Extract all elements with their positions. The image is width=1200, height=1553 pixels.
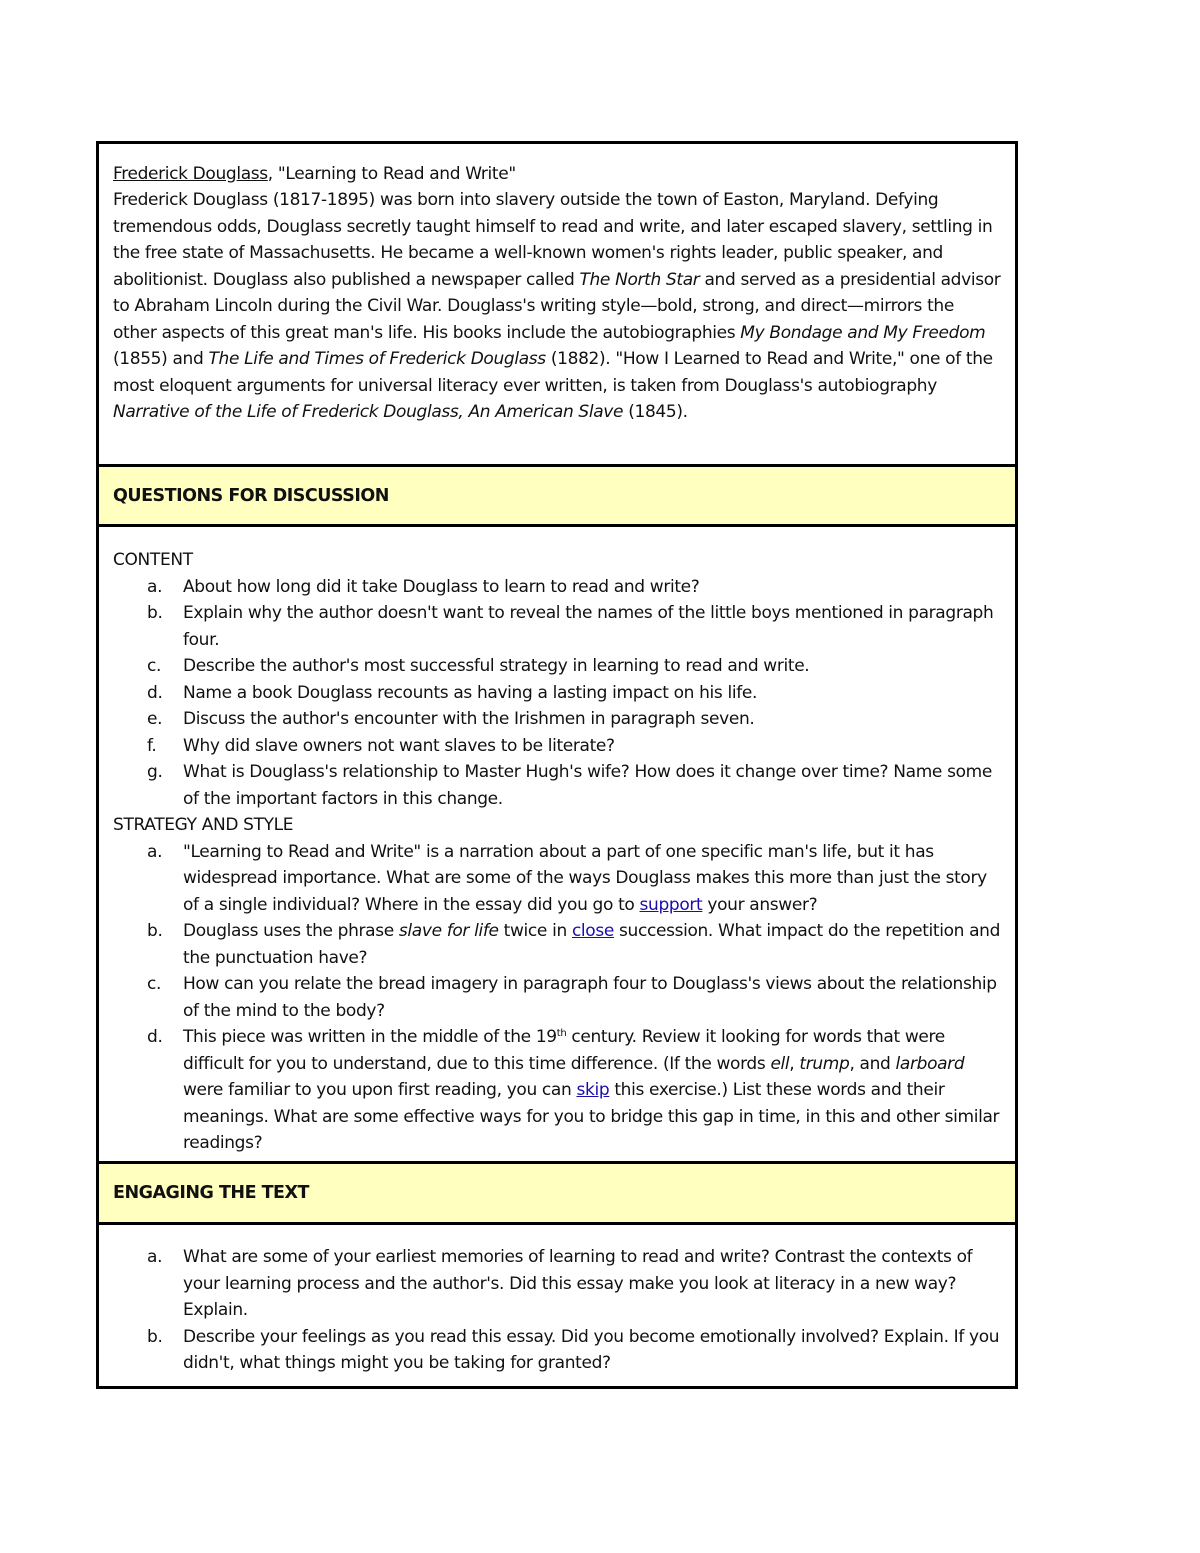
list-item: c. Describe the author's most successful strategy in learning to read and write.	[147, 656, 810, 676]
questions-cell	[99, 527, 1015, 1164]
list-item: b. Douglass uses the phrase slave for life twice in close succession. What impact do the repetition and the punctuation have?	[147, 921, 1001, 968]
list-item: d. This piece was written in the middle of the 19th century. Review it looking for words that were difficult for you to understand, due to this time difference. (If the words ell, trump, and larboard were familiar to you upon first reading, you can skip this exercise.) List these words and their meanings. What are some effective ways for you to bridge this gap in time, in this and other similar readings?	[147, 1027, 1000, 1153]
list-item: a. "Learning to Read and Write" is a narration about a part of one specific man's life, but it has widespread importance. What are some of the ways Douglass makes this more than just the story of a single individual? Where in the essay did you go to support your answer?	[147, 841, 987, 915]
list-item: f. Why did slave owners not want slaves to be literate?	[147, 735, 615, 756]
support-link[interactable]: support	[639, 894, 703, 915]
list-item: b. Explain why the author doesn't want to reveal the names of the little boys mentioned in paragraph four.	[147, 603, 994, 650]
skip-link[interactable]: skip	[576, 1080, 610, 1100]
content-list	[113, 574, 1001, 813]
book-title: The Life and Times of Frederick Douglass	[208, 349, 546, 369]
list-item: g. What is Douglass's relationship to Master Hugh's wife? How does it change over time? Name some of the important factors in this change.	[147, 762, 992, 809]
strategy-label: STRATEGY AND STYLE	[113, 815, 294, 835]
word-italic: ell	[770, 1053, 790, 1074]
engaging-cell	[99, 1225, 1015, 1386]
list-item: c. How can you relate the bread imagery in paragraph four to Douglass's views about the relationship of the mind to the body?	[147, 974, 997, 1021]
book-title: My Bondage and My Freedom	[740, 322, 986, 343]
title-text: , "Learning to Read and Write"	[267, 164, 516, 184]
phrase-italic: slave for life	[398, 921, 499, 941]
reading-title	[113, 162, 1001, 187]
questions-heading: QUESTIONS FOR DISCUSSION	[113, 485, 389, 506]
questions-heading-cell	[99, 467, 1015, 527]
word-italic: trump	[799, 1053, 850, 1074]
close-link[interactable]: close	[571, 921, 614, 941]
content-label: CONTENT	[113, 550, 193, 570]
book-title: Narrative of the Life of Frederick Douglass, An American Slave	[113, 402, 624, 422]
list-item: b. Describe your feelings as you read this essay. Did you become emotionally involved? Explain. If you didn't, what things might you be taking for granted?	[147, 1326, 1000, 1373]
list-item: d. Name a book Douglass recounts as having a lasting impact on his life.	[147, 682, 758, 703]
book-title: The North Star	[579, 269, 700, 290]
list-item: a. What are some of your earliest memories of learning to read and write? Contrast the contexts of your learning process and the author's. Did this essay make you look at literacy in a new way? Explain.	[147, 1247, 973, 1320]
list-item: e. Discuss the author's encounter with the Irishmen in paragraph seven.	[147, 709, 755, 729]
engaging-heading: ENGAGING THE TEXT	[113, 1183, 309, 1203]
engaging-list	[113, 1244, 1001, 1377]
engaging-heading-cell	[99, 1164, 1015, 1225]
list-item: a. About how long did it take Douglass to learn to read and write?	[147, 576, 700, 597]
author-bio: Frederick Douglass (1817-1895) was born into slavery outside the town of Easton, Maryland. Defying tremendous odds, Douglass secretly taught himself to read and write, and later escaped slavery, settling in the free state of Massachusetts. He became a well-known women's rights leader, public speaker, and abolitionist. Douglass also published a newspaper called The North Star and served as a presidential advisor to Abraham Lincoln during the Civil War. Douglass's writing style—bold, strong, and direct—mirrors the other aspects of this great man's life. His books include the autobiographies My Bondage and My Freedom (1855) and The Life and Times of Frederick Douglass (1882). "How I Learned to Read and Write," one of the most eloquent arguments for universal literacy ever written, is taken from Douglass's autobiography Narrative of the Life of Frederick Douglass, An American Slave (1845).	[113, 190, 1001, 422]
intro-cell	[99, 144, 1015, 467]
document-table	[96, 141, 1018, 1389]
ordinal-superscript: th	[556, 1028, 567, 1039]
author-link[interactable]: Frederick Douglass	[113, 164, 268, 184]
word-italic: larboard	[895, 1053, 965, 1074]
strategy-list	[113, 839, 1001, 1157]
